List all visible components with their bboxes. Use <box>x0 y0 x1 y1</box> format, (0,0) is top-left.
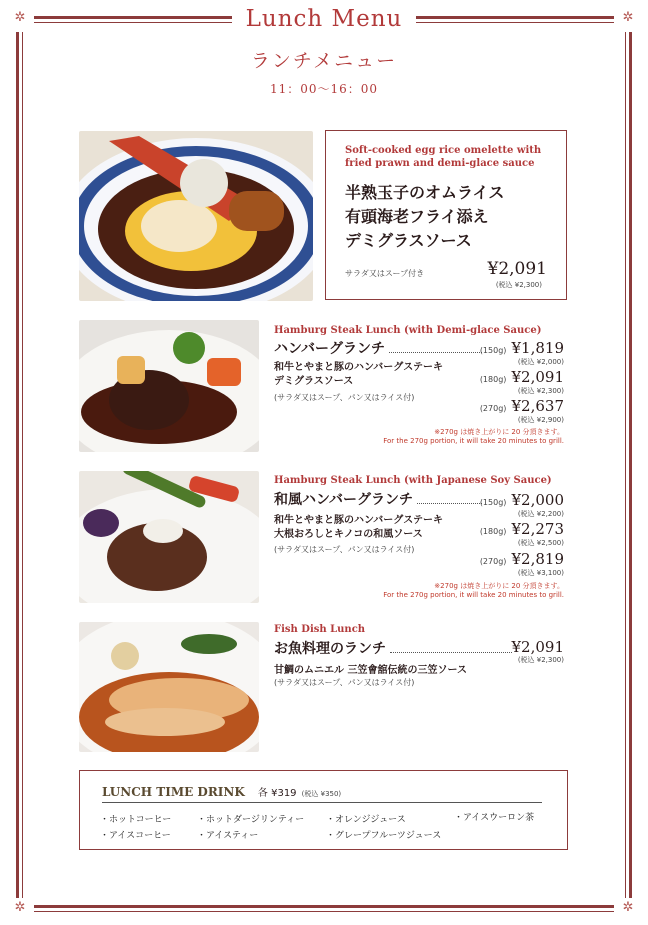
option-tax: (税込 ¥2,500) <box>517 539 564 547</box>
weight-label: (270g) <box>479 404 507 413</box>
weight-label: (150g) <box>479 498 507 507</box>
option-price: ¥2,637 <box>511 397 564 415</box>
hamburg-grill-note-jp: ※270g は焼き上がりに 20 分頂きます。 <box>434 428 564 436</box>
wafu-desc <box>274 514 443 542</box>
weight-label: (150g) <box>479 346 507 355</box>
omurice-name-line: 有頭海老フライ添え <box>345 207 489 226</box>
omurice-price: ¥2,091 <box>487 259 547 279</box>
wafu-english: Hamburg Steak Lunch (with Japanese Soy Sauce) <box>274 475 552 486</box>
drink-item: ・オレンジジュース <box>326 815 406 825</box>
frame-bottom-line <box>34 905 614 908</box>
option-tax: (税込 ¥2,000) <box>517 358 564 366</box>
wafu-desc-line: 和牛とやまと豚のハンバーグステーキ <box>274 515 443 526</box>
hamburg-photo <box>79 320 259 452</box>
fish-desc: 甘鯛のムニエル 三笠會舘伝統の三笠ソース <box>274 665 467 676</box>
option-tax: (税込 ¥2,300) <box>517 387 564 395</box>
fish-row <box>274 638 516 658</box>
wafu-note: (サラダ又はスープ、パン又はライス付) <box>274 545 415 554</box>
wafu-desc-line: 大根おろしとキノコの和風ソース <box>274 529 423 540</box>
corner-ornament: ✲ <box>622 10 634 25</box>
hamburg-option-270 <box>440 396 564 425</box>
hamburg-option-180 <box>440 367 564 396</box>
wafu-hamburg-photo <box>79 471 259 603</box>
option-price: ¥2,091 <box>511 368 564 386</box>
frame-left-line <box>16 32 19 898</box>
drink-price: 各 ¥319 <box>257 788 297 799</box>
hamburg-desc-line: デミグラスソース <box>274 376 354 387</box>
hamburg-english: Hamburg Steak Lunch (with Demi-glace Sauce) <box>274 325 542 336</box>
frame-right-line <box>629 32 632 898</box>
hamburg-desc-line: 和牛とやまと豚のハンバーグステーキ <box>274 362 443 373</box>
omurice-photo <box>79 131 313 301</box>
fish-tax: (税込 ¥2,300) <box>517 656 564 664</box>
wafu-grill-note-en: For the 270g portion, it will take 20 minutes to grill. <box>383 591 564 599</box>
frame-bottom-line <box>34 911 614 912</box>
hamburg-name: ハンバーグランチ <box>274 341 386 357</box>
hamburg-grill-note-en: For the 270g portion, it will take 20 minutes to grill. <box>383 437 564 445</box>
weight-label: (270g) <box>479 557 507 566</box>
drink-item: ・ホットダージリンティー <box>197 815 305 825</box>
omurice-english: Soft-cooked egg rice omelette with fried prawn and demi-glace sauce <box>345 145 542 169</box>
leader-dots <box>390 652 512 653</box>
option-tax: (税込 ¥2,900) <box>517 416 564 424</box>
option-tax: (税込 ¥2,200) <box>517 510 564 518</box>
omurice-card <box>325 130 567 300</box>
fish-price: ¥2,091 <box>511 638 564 656</box>
fish-english: Fish Dish Lunch <box>274 624 366 635</box>
hamburg-option-150 <box>440 338 564 367</box>
fish-note: (サラダ又はスープ、パン又はライス付) <box>274 678 415 687</box>
omurice-name-line: デミグラスソース <box>345 231 472 250</box>
fish-name: お魚料理のランチ <box>274 641 386 657</box>
weight-label: (180g) <box>479 375 507 384</box>
drink-item: ・アイスウーロン茶 <box>454 813 535 823</box>
fish-photo <box>79 622 259 752</box>
omurice-tax: (税込 ¥2,300) <box>495 281 542 289</box>
drink-tax: (税込 ¥350) <box>301 790 342 798</box>
wafu-option-270 <box>440 549 564 578</box>
omurice-note: サラダ又はスープ付き <box>345 269 425 278</box>
wafu-option-150 <box>440 490 564 519</box>
hamburg-note: (サラダ又はスープ、パン又はライス付) <box>274 393 415 402</box>
omurice-name <box>345 181 504 253</box>
frame-left-line <box>22 32 23 898</box>
corner-ornament: ✲ <box>622 900 634 915</box>
page-subtitle: ランチメニュー <box>250 50 398 72</box>
corner-ornament: ✲ <box>14 900 26 915</box>
drink-item: ・アイスティー <box>197 831 259 841</box>
drink-item: ・アイスコーヒー <box>100 831 171 841</box>
wafu-option-180 <box>440 519 564 548</box>
omurice-name-line: 半熟玉子のオムライス <box>345 183 505 202</box>
corner-ornament: ✲ <box>14 10 26 25</box>
option-price: ¥1,819 <box>511 339 564 357</box>
drink-item: ・グレープフルーツジュース <box>326 831 442 841</box>
wafu-grill-note-jp: ※270g は焼き上がりに 20 分頂きます。 <box>434 582 564 590</box>
option-price: ¥2,819 <box>511 550 564 568</box>
drink-box <box>79 770 568 850</box>
wafu-name: 和風ハンバーグランチ <box>274 492 414 508</box>
page-title: Lunch Menu <box>245 6 403 32</box>
drink-header <box>102 781 542 803</box>
drink-item: ・ホットコーヒー <box>100 815 172 825</box>
hamburg-desc <box>274 361 443 389</box>
option-price: ¥2,273 <box>511 520 564 538</box>
weight-label: (180g) <box>479 527 507 536</box>
option-tax: (税込 ¥3,100) <box>517 569 564 577</box>
option-price: ¥2,000 <box>511 491 564 509</box>
drink-title: LUNCH TIME DRINK <box>102 785 245 799</box>
lunch-hours: 11：00〜16：00 <box>269 82 379 96</box>
frame-right-line <box>625 32 626 898</box>
